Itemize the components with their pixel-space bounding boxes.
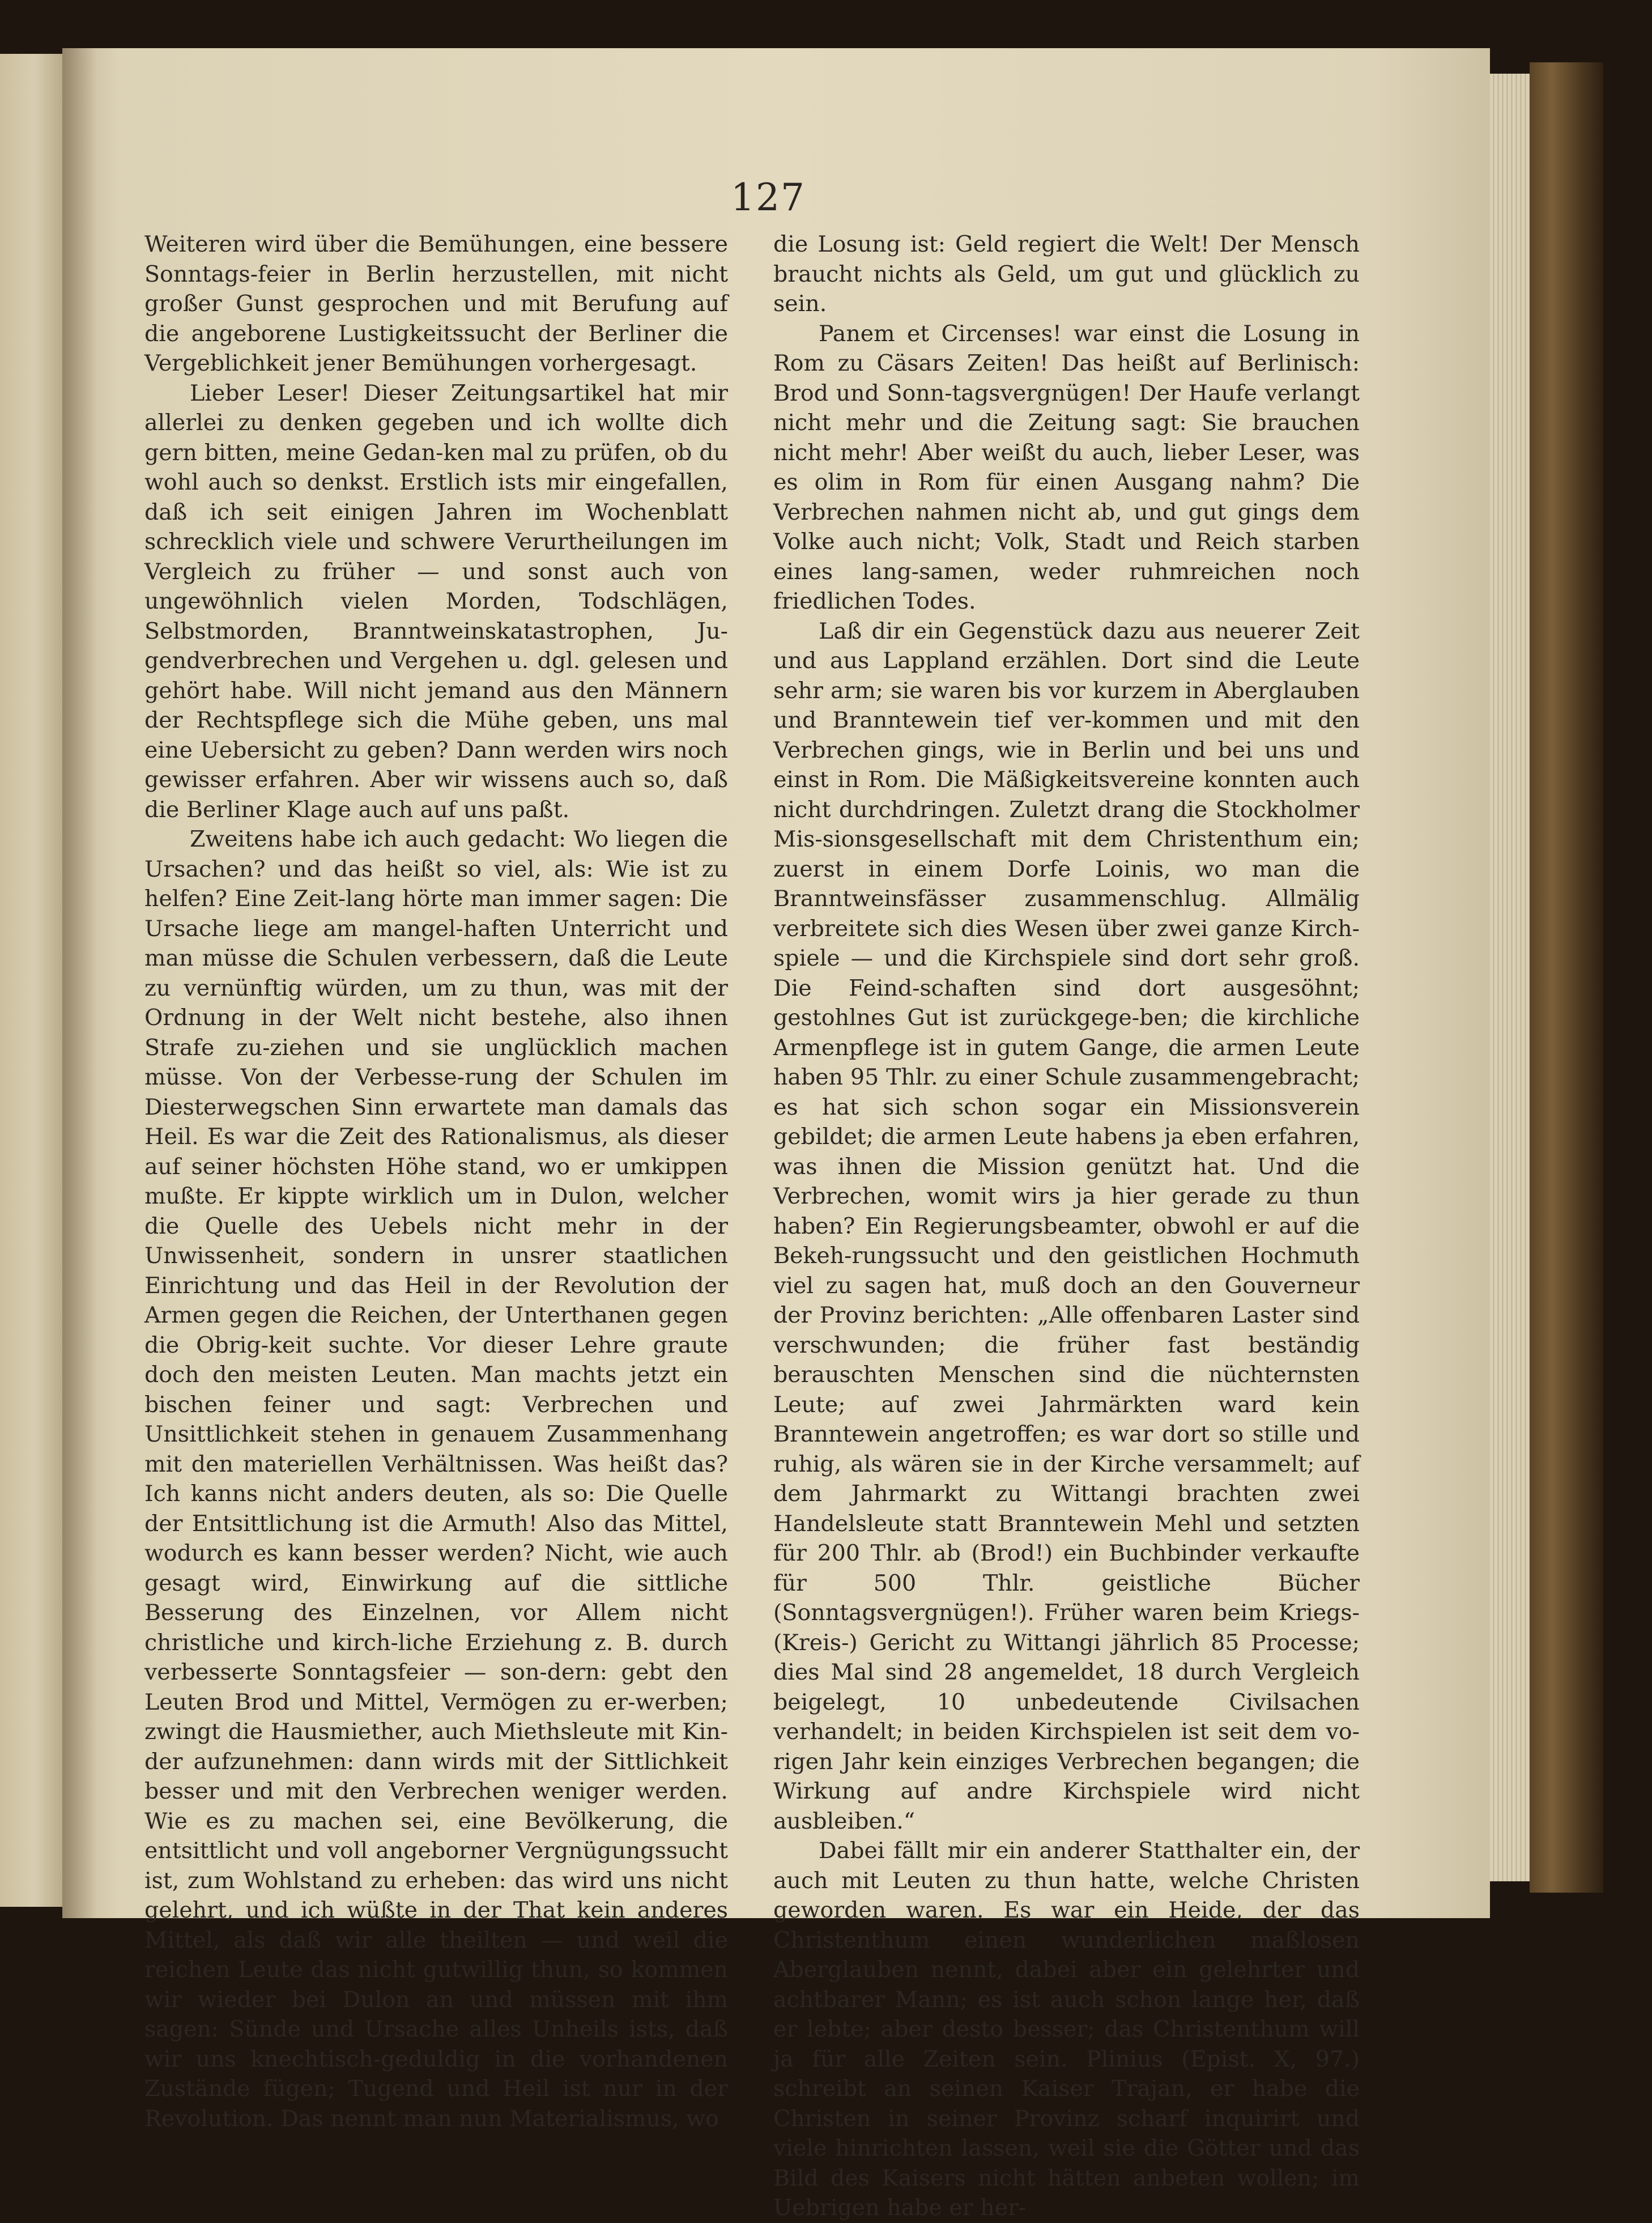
paragraph: die Losung ist: Geld regiert die Welt! Der Mensch braucht nichts als Geld, um gut und glücklich zu sein. (773, 231, 1360, 317)
right-text-column (773, 229, 1360, 2223)
paragraph: Dabei fällt mir ein anderer Statthalter ein, der auch mit Leuten zu thun hatte, welche Christen geworden waren. Es war ein Heide, der das Christenthum einen wunderlichen maßlosen Aberglauben nennt, dabei aber ein gelehrter und achtbarer Mann; es ist auch schon lange her, daß er lebte; aber desto besser; das Christenthum will ja für alle Zeiten sein. Plinius (Epist. X, 97.) schreibt an seinen Kaiser Trajan, er habe die Christen in seiner Provinz scharf inquirirt und viele hinrichten lassen, weil sie die Götter und das Bild des Kaisers nicht hätten anbeten wollen; im Uebrigen habe er her- (773, 1838, 1360, 2221)
paragraph: Panem et Circenses! war einst die Losung in Rom zu Cäsars Zeiten! Das heißt auf Berlinisch: Brod und Sonn-tagsvergnügen! Der Haufe verlangt nicht mehr und die Zeitung sagt: Sie brauchen nicht mehr! Aber weißt du auch, lieber Leser, was es olim in Rom für einen Ausgang nahm? Die Verbrechen nahmen nicht ab, und gut gings dem Volke auch nicht; Volk, Stadt und Reich starben eines lang-samen, weder ruhmreichen noch friedlichen Todes. (773, 320, 1360, 614)
gutter-shadow (62, 48, 96, 1918)
left-text-column (144, 229, 728, 2133)
paragraph: Zweitens habe ich auch gedacht: Wo liegen die Ursachen? und das heißt so viel, als: Wie ist zu helfen? Eine Zeit-lang hörte man immer sagen: Die Ursache liege am mangel-haften Unterricht und man müsse die Schulen verbessern, daß die Leute zu vernünftig würden, um zu thun, was mit der Ordnung in der Welt nicht bestehe, also ihnen Strafe zu-ziehen und sie unglücklich machen müsse. Von der Verbesse-rung der Schulen im Diesterwegschen Sinn erwartete man damals das Heil. Es war die Zeit des Rationalismus, als dieser auf seiner höchsten Höhe stand, wo er umkippen mußte. Er kippte wirklich um in Dulon, welcher die Quelle des Uebels nicht mehr in der Unwissenheit, sondern in unsrer staatlichen Einrichtung und das Heil in der Revolution der Armen gegen die Reichen, der Unterthanen gegen die Obrig-keit suchte. Vor dieser Lehre graute doch den meisten Leuten. Man machts jetzt ein bischen feiner und sagt: Verbrechen und Unsittlichkeit stehen in genauem Zusammenhang mit den materiellen Verhältnissen. Was heißt das? Ich kanns nicht anders deuten, als so: Die Quelle der Entsittlichung ist die Armuth! Also das Mittel, wodurch es kann besser werden? Nicht, wie auch gesagt wird, Einwirkung auf die sittliche Besserung des Einzelnen, vor Allem nicht christliche und kirch-liche Erziehung z. B. durch verbesserte Sonntagsfeier — son-dern: gebt den Leuten Brod und Mittel, Vermögen zu er-werben; zwingt die Hausmiether, auch Miethsleute mit Kin-der aufzunehmen: dann wirds mit der Sittlichkeit besser und mit den Verbrechen weniger werden. Wie es zu machen sei, eine Bevölkerung, die entsittlicht und voll angeborner Vergnügungssucht ist, zum Wohlstand zu erheben: das wird uns nicht gelehrt, und ich wüßte in der That kein anderes Mittel, als daß wir alle theilten — und weil die reichen Leute das nicht gutwillig thun, so kommen wir wieder bei Dulon an und müssen mit ihm sagen: Sünde und Ursache alles Unheils ists, daß wir uns knechtisch-geduldig in die vorhandenen Zustände fügen; Tugend und Heil ist nur in der Revolution. Das nennt man nun Materialismus, wo (144, 826, 728, 2132)
page-number: 127 (731, 176, 806, 219)
paragraph: Lieber Leser! Dieser Zeitungsartikel hat mir allerlei zu denken gegeben und ich wollte dich gern bitten, meine Gedan-ken mal zu prüfen, ob du wohl auch so denkst. Erstlich ists mir eingefallen, daß ich seit einigen Jahren im Wochenblatt schrecklich viele und schwere Verurtheilungen im Vergleich zu früher — und sonst auch von ungewöhnlich vielen Morden, Todschlägen, Selbstmorden, Branntweinskatastrophen, Ju-gendverbrechen und Vergehen u. dgl. gelesen und gehört habe. Will nicht jemand aus den Männern der Rechtspflege sich die Mühe geben, uns mal eine Uebersicht zu geben? Dann werden wirs noch gewisser erfahren. Aber wir wissens auch so, daß die Berliner Klage auch auf uns paßt. (144, 380, 728, 823)
paragraph: Laß dir ein Gegenstück dazu aus neuerer Zeit und aus Lappland erzählen. Dort sind die Leute sehr arm; sie waren bis vor kurzem in Aberglauben und Branntewein tief ver-kommen und mit den Verbrechen gings, wie in Berlin und bei uns und einst in Rom. Die Mäßigkeitsvereine konnten auch nicht durchdringen. Zuletzt drang die Stockholmer Mis-sionsgesellschaft mit dem Christenthum ein; zuerst in einem Dorfe Loinis, wo man die Branntweinsfässer zusammenschlug. Allmälig verbreitete sich dies Wesen über zwei ganze Kirch-spiele — und die Kirchspiele sind dort sehr groß. Die Feind-schaften sind dort ausgesöhnt; gestohlnes Gut ist zurückgege-ben; die kirchliche Armenpflege ist in gutem Gange, die armen Leute haben 95 Thlr. zu einer Schule zusammengebracht; es hat sich schon sogar ein Missionsverein gebildet; die armen Leute habens ja eben erfahren, was ihnen die Mission genützt hat. Und die Verbrechen, womit wirs ja hier gerade zu thun haben? Ein Regierungsbeamter, obwohl er auf die Bekeh-rungssucht und den geistlichen Hochmuth viel zu sagen hat, muß doch an den Gouverneur der Provinz berichten: „Alle offenbaren Laster sind verschwunden; die früher fast beständig berauschten Menschen sind die nüchternsten Leute; auf zwei Jahrmärkten ward kein Branntewein angetroffen; es war dort so stille und ruhig, als wären sie in der Kirche versammelt; auf dem Jahrmarkt zu Wittangi brachten zwei Handelsleute statt Branntewein Mehl und setzten für 200 Thlr. ab (Brod!) ein Buchbinder verkaufte für 500 Thlr. geistliche Bücher (Sonntagsvergnügen!). Früher waren beim Kriegs- (Kreis-) Gericht zu Wittangi jährlich 85 Processe; dies Mal sind 28 angemeldet, 18 durch Vergleich beigelegt, 10 unbedeutende Civilsachen verhandelt; in beiden Kirchspielen ist seit dem vo-rigen Jahr kein einziges Verbrechen begangen; die Wirkung auf andre Kirchspiele wird nicht ausbleiben.“ (773, 618, 1360, 1834)
book-cover-edge (1530, 62, 1603, 1893)
paragraph: Weiteren wird über die Bemühungen, eine bessere Sonntags-feier in Berlin herzustellen, mit nicht großer Gunst gesprochen und mit Berufung auf die angeborene Lustigkeitssucht der Berliner die Vergeblichkeit jener Bemühungen vorhergesagt. (144, 231, 728, 376)
page-stack-edge (1490, 74, 1530, 1881)
facing-page-edge (0, 54, 62, 1907)
